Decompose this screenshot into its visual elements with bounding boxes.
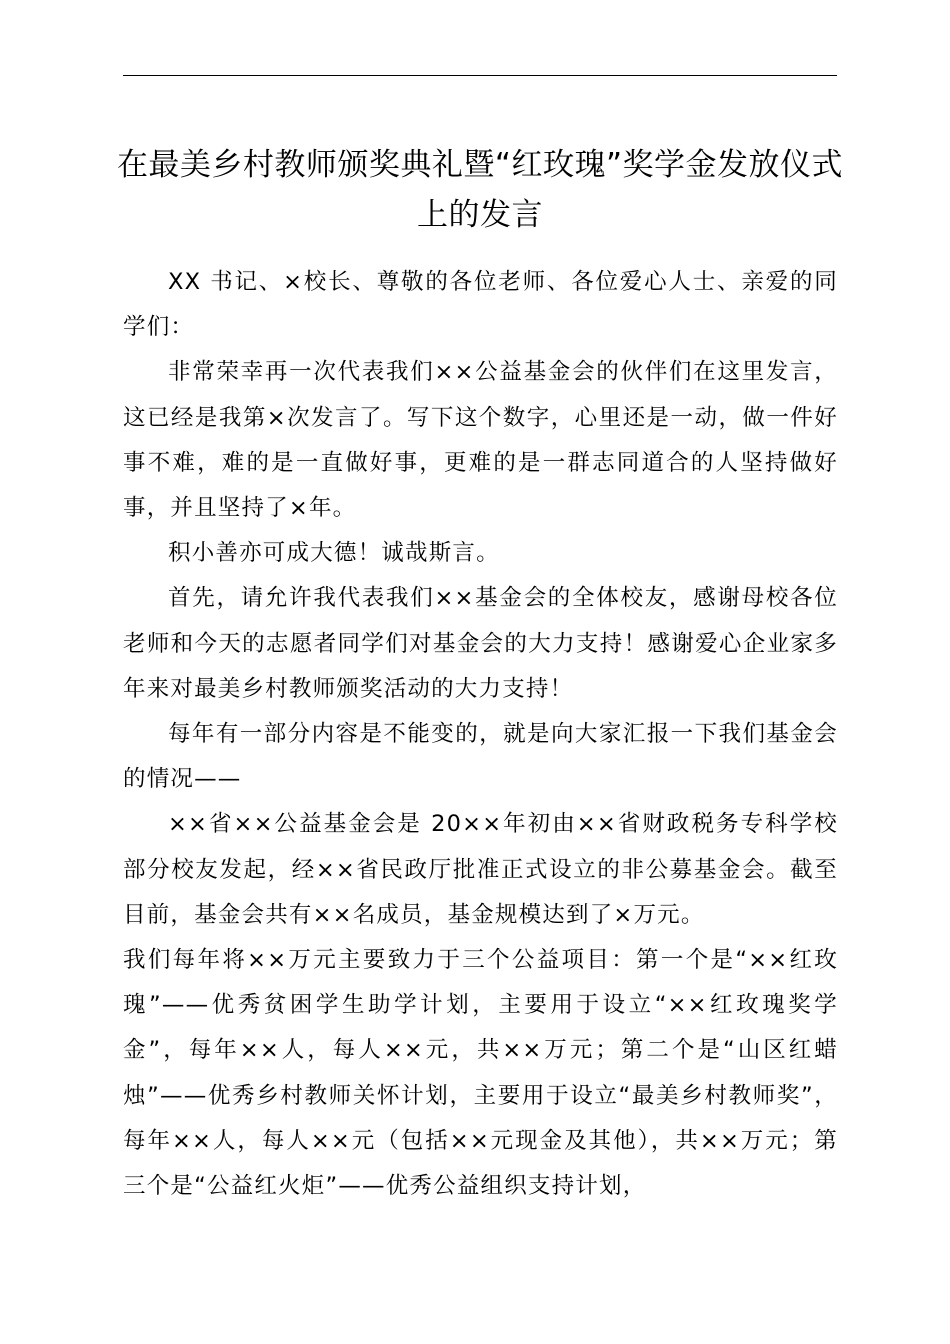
header-rule: [123, 75, 837, 76]
document-title: 在最美乡村教师颁奖典礼暨“红玫瑰”奖学金发放仪式上的发言: [116, 147, 844, 233]
paragraph-foundation-info: ××省××公益基金会是 20××年初由××省财政税务专科学校部分校友发起，经××省民政厅批准正式设立的非公募基金会。截至目前，基金会共有××名成员，基金规模达到了×万元。: [123, 811, 838, 928]
paragraph-report-intro: 每年有一部分内容是不能变的，就是向大家汇报一下我们基金会的情况——: [123, 721, 838, 793]
paragraph-proverb: 积小善亦可成大德！诚哉斯言。: [168, 540, 500, 567]
document-body: [123, 260, 838, 1209]
paragraph-thanks: 首先，请允许我代表我们××基金会的全体校友，感谢母校各位老师和今天的志愿者同学们对基金会的大力支持！感谢爱心企业家多年来对最美乡村教师颁奖活动的大力支持！: [123, 585, 838, 702]
paragraph-projects: 我们每年将××万元主要致力于三个公益项目：第一个是“××红玫瑰”——优秀贫困学生助学计划，主要用于设立“××红玫瑰奖学金”，每年××人，每人××元，共××万元；第二个是“山区红蜡烛”——优秀乡村教师关怀计划，主要用于设立“最美乡村教师奖”，每年××人，每人××元（包括××元现金及其他），共××万元；第三个是“公益红火炬”——优秀公益组织支持计划，: [123, 947, 838, 1200]
paragraph-opening: 非常荣幸再一次代表我们××公益基金会的伙伴们在这里发言，这已经是我第×次发言了。写下这个数字，心里还是一动，做一件好事不难，难的是一直做好事，更难的是一群志同道合的人坚持做好事，并且坚持了×年。: [123, 359, 838, 522]
paragraph-salutation: XX 书记、×校长、尊敬的各位老师、各位爱心人士、亲爱的同学们：: [123, 269, 838, 341]
